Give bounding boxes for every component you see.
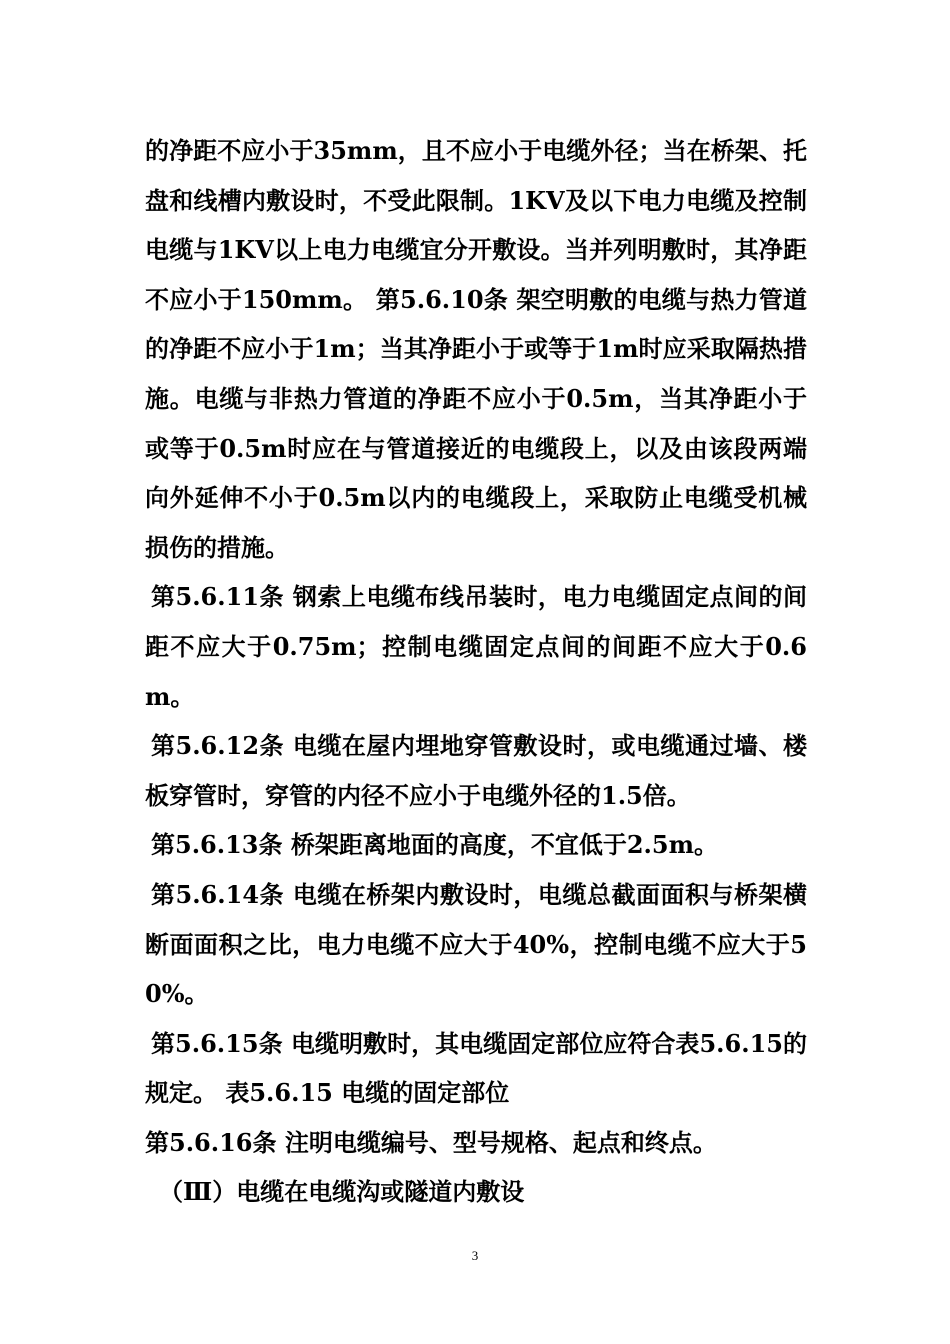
paragraph-article-5-6-12: 第5.6.12条 电缆在屋内埋地穿管敷设时，或电缆通过墙、楼板穿管时，穿管的内径不应小于电缆外径的1.5倍。 [145, 731, 807, 810]
paragraph-article-5-6-11: 第5.6.11条 钢索上电缆布线吊装时，电力电缆固定点间的间距不应大于0.75m；控制电缆固定点间的间距不应大于0.6m。 [145, 582, 807, 711]
section-heading-iii: （Ⅲ）电缆在电缆沟或隧道内敷设 [159, 1177, 525, 1207]
paragraph-article-5-6-16: 第5.6.16条 注明电缆编号、型号规格、起点和终点。 [145, 1127, 717, 1157]
page-number: 3 [471, 1248, 479, 1263]
paragraph-article-5-6-14: 第5.6.14条 电缆在桥架内敷设时，电缆总截面面积与桥架横断面面积之比，电力电缆不应大于40%，控制电缆不应大于50%。 [145, 879, 807, 1009]
paragraph-article-5-6-15: 第5.6.15条 电缆明敷时，其电缆固定部位应符合表5.6.15的规定。 表5.6.15 电缆的固定部位 [145, 1028, 807, 1108]
document-body [145, 126, 807, 1217]
paragraph-cable-spacing: 的净距不应小于35mm，且不应小于电缆外径；当在桥架、托盘和线槽内敷设时，不受此限制。1KV及以下电力电缆及控制电缆与1KV以上电力电缆宜分开敷设。当并列明敷时，其净距不应小于150mm。 第5.6.10条 架空明敷的电缆与热力管道的净距不应小于1m；当其净距小于或等于1m时应采取隔热措施。电缆与非热力管道的净距不应小于0.5m，当其净距小于或等于0.5m时应在与管道接近的电缆段上，以及由该段两端向外延伸不小于0.5m以内的电缆段上，采取防止电缆受机械损伤的措施。 [145, 136, 807, 562]
paragraph-article-5-6-13: 第5.6.13条 桥架距离地面的高度，不宜低于2.5m。 [151, 830, 719, 860]
